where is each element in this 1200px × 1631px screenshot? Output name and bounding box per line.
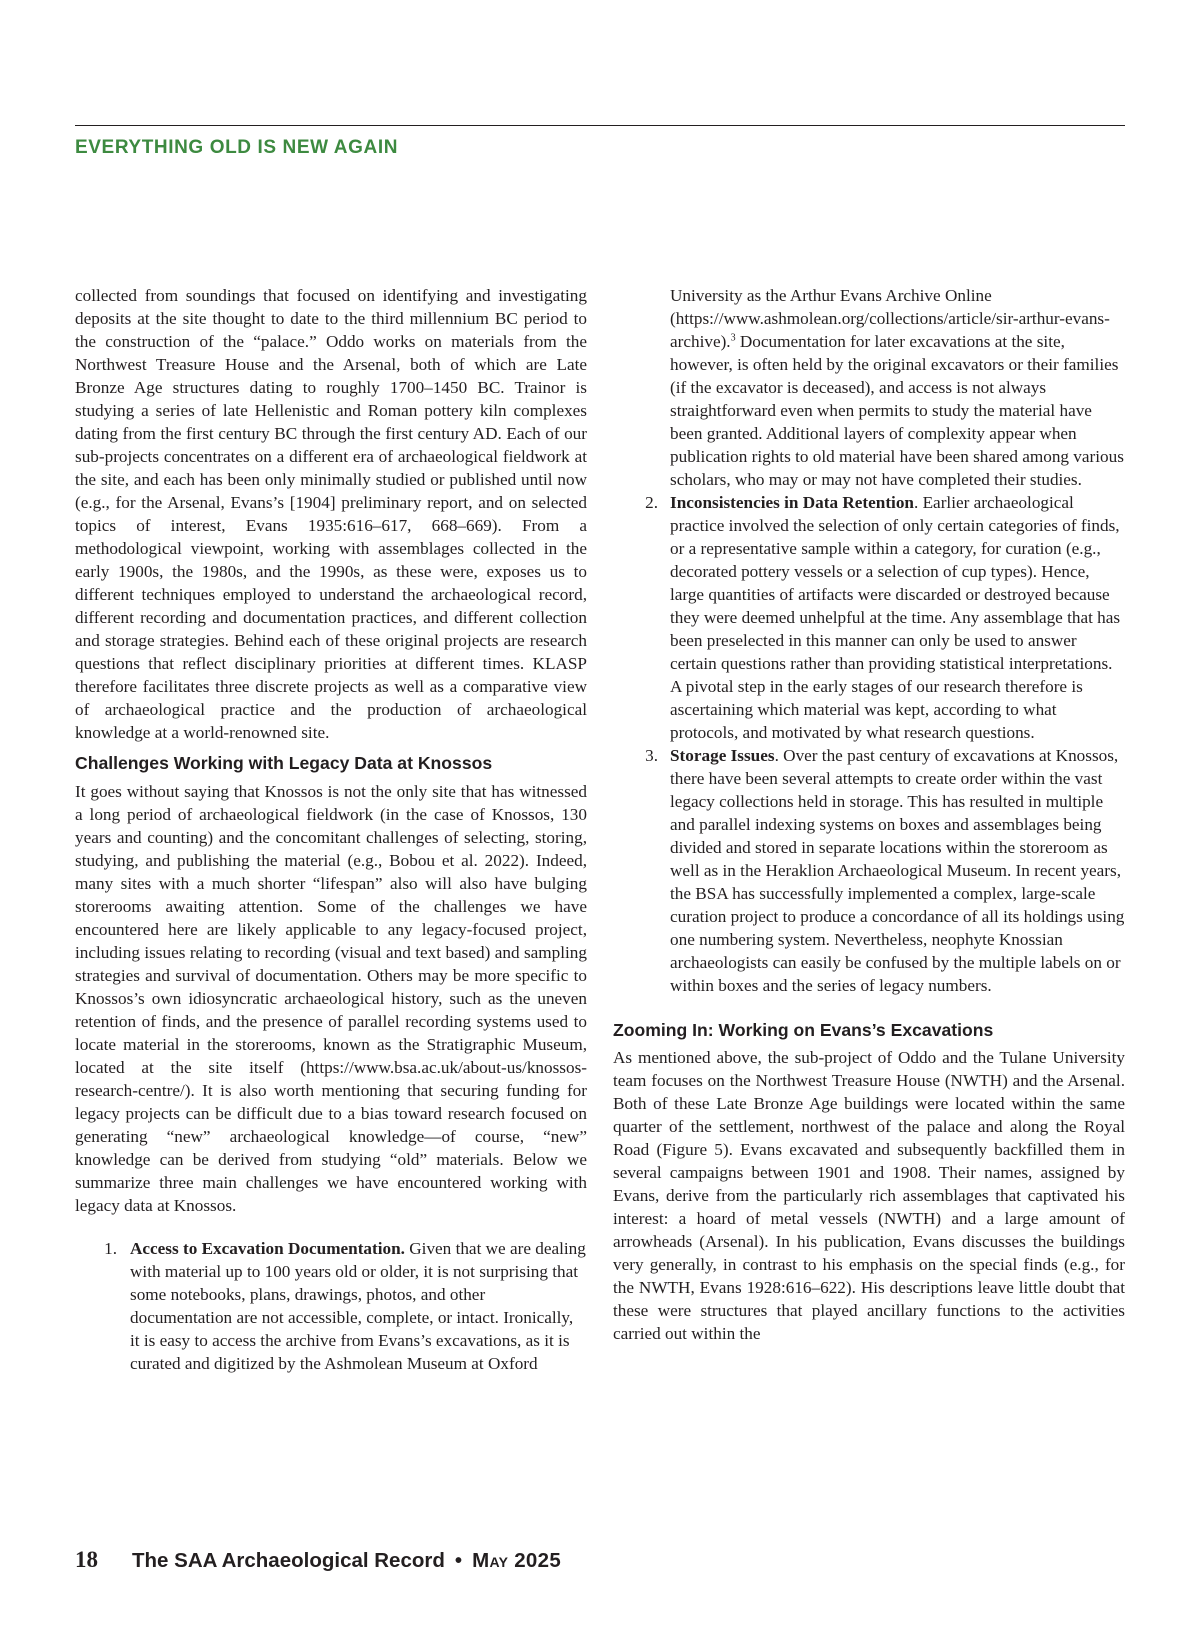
section-title: EVERYTHING OLD IS NEW AGAIN xyxy=(75,137,399,158)
list-item-body xyxy=(130,1237,587,1375)
body-paragraph: As mentioned above, the sub-project of Oddo and the Tulane University team focuses on the Northwest Treasure House (NWTH) and the Arsenal. Both of these Late Bronze Age buildings were located within the same quarter of the settlement, northwest of the palace and along the Royal Road (Figure 5). Evans excavated and subsequently backfilled them in several campaigns between 1901 and 1908. Their names, assigned by Evans, derive from the particularly rich assemblages that captivated his interest: a hoard of metal vessels (NWTH) and a large amount of arrowheads (Arsenal). In his publication, Evans discusses the buildings very generally, in contrast to his emphasis on the special finds (e.g., for the NWTH, Evans 1928:616–622). His descriptions leave little doubt that these were structures that played ancillary functions to the activities carried out within the xyxy=(613,1048,1125,1343)
page-number: 18 xyxy=(75,1547,98,1572)
list-item-body xyxy=(670,744,1125,997)
list-item xyxy=(613,744,1125,997)
right-column xyxy=(613,284,1125,1345)
section-heading: Zooming In: Working on Evans’s Excavations xyxy=(613,1020,994,1040)
list-item-text: Documentation for later excavations at the site, however, is often held by the original excavators or their families (if the excavator is deceased), and access is not always straightforward even when permits to study the material have been granted. Additional layers of complexity appear when publication rights to old material have been shared among various scholars, who may or may not have completed their studies. xyxy=(670,332,1124,489)
body-paragraph: collected from soundings that focused on identifying and investigating deposits at the site thought to date to the third millennium BC period to the construction of the “palace.” Oddo works on materials from the Northwest Treasure House and the Arsenal, both of which are Late Bronze Age structures dating to roughly 1700–1450 BC. Trainor is studying a series of late Hellenistic and Roman pottery kiln complexes dating from the first century BC through the first century AD. Each of our sub-projects concentrates on a different era of archaeological fieldwork at the site, and each has been only minimally studied or published until now (e.g., for the Arsenal, Evans’s [1904] preliminary report, and on selected topics of interest, Evans 1935:616–617, 668–669). From a methodological viewpoint, working with assemblages collected in the early 1900s, the 1980s, and the 1990s, as these were, exposes us to different techniques employed to understand the archaeological record, different recording and documentation practices, and different collection and storage strategies. Behind each of these original projects are research questions that reflect disciplinary priorities at different times. KLASP therefore facilitates three discrete projects as well as a comparative view of archaeological practice and the production of archaeological knowledge at a world-renowned site. xyxy=(75,286,587,742)
body-paragraph: It goes without saying that Knossos is not the only site that has witnessed a long period of archaeological fieldwork (in the case of Knossos, 130 years and counting) and the concomitant challenges of selecting, storing, studying, and publishing the material (e.g., Bobou et al. 2022). Indeed, many sites with a much shorter “lifespan” also will also have bulging storerooms awaiting attention. Some of the challenges we have encountered here are likely applicable to any legacy-focused project, including issues relating to recording (visual and text based) and sampling strategies and survival of documentation. Others may be more specific to Knossos’s own idiosyncratic archaeological history, such as the uneven retention of finds, and the presence of parallel recording systems used to locate material in the storerooms, known as the Stratigraphic Museum, located at the site itself (https://www.bsa.ac.uk/about-us/knossos-research-centre/). It is also worth mentioning that securing funding for legacy projects can be difficult due to a bias toward research focused on generating “new” archaeological knowledge—of course, “new” knowledge can be derived from studying “old” materials. Below we summarize three main challenges we have encountered working with legacy data at Knossos. xyxy=(75,782,587,1215)
footnote-marker: 3 xyxy=(730,332,736,344)
list-item-text: Given that we are dealing with material up to 100 years old or older, it is not surprising that some notebooks, plans, drawings, photos, and other documentation are not accessible, complete, or intact. Ironically, it is easy to access the archive from Evans’s excavations, as it is curated and digitized by the Ashmolean Museum at Oxford xyxy=(130,1239,586,1373)
page-footer xyxy=(75,1547,561,1573)
list-item xyxy=(613,491,1125,744)
header-rule xyxy=(75,125,1125,126)
left-column xyxy=(75,284,587,1375)
list-item-title: Inconsistencies in Data Retention xyxy=(670,493,914,512)
list-item-text: . Over the past century of excavations at Knossos, there have been several attempts to create order within the vast legacy collections held in storage. This has resulted in multiple and parallel indexing systems on boxes and assemblages being divided and stored in separate locations within the storeroom as well as in the Heraklion Archaeological Museum. In recent years, the BSA has successfully implemented a complex, large-scale curation project to produce a concordance of all its holdings using one numbering system. Nevertheless, neophyte Knossian archaeologists can easily be confused by the multiple labels on or within boxes and the series of legacy numbers. xyxy=(670,746,1125,995)
list-item-text: . Earlier archaeological practice involved the selection of only certain categories of finds, or a representative sample within a category, for curation (e.g., decorated pottery vessels or a selection of cup types). Hence, large quantities of artifacts were discarded or destroyed because they were deemed unhelpful at the time. Any assemblage that has been preselected in this manner can only be used to answer certain questions rather than providing statistical interpretations. A pivotal step in the early stages of our research therefore is ascertaining which material was kept, according to what protocols, and motivated by what research questions. xyxy=(670,493,1121,742)
list-item-continuation xyxy=(613,284,1125,491)
list-number: 2. xyxy=(645,493,658,512)
bullet-separator: • xyxy=(454,1549,463,1572)
section-heading: Challenges Working with Legacy Data at Knossos xyxy=(75,753,493,773)
list-number: 3. xyxy=(645,746,658,765)
list-item xyxy=(75,1237,587,1375)
journal-title: The SAA Archaeological Record xyxy=(132,1549,445,1572)
issue-date: May 2025 xyxy=(472,1549,562,1572)
list-item-body xyxy=(670,491,1125,744)
list-item-title: Access to Excavation Documentation. xyxy=(130,1239,405,1258)
list-item-text: University as the Arthur Evans Archive Online (https://www.ashmolean.org/collections/article/sir-arthur-evans-archive). xyxy=(670,286,1110,351)
list-item-title: Storage Issues xyxy=(670,746,775,765)
list-number: 1. xyxy=(104,1239,117,1258)
